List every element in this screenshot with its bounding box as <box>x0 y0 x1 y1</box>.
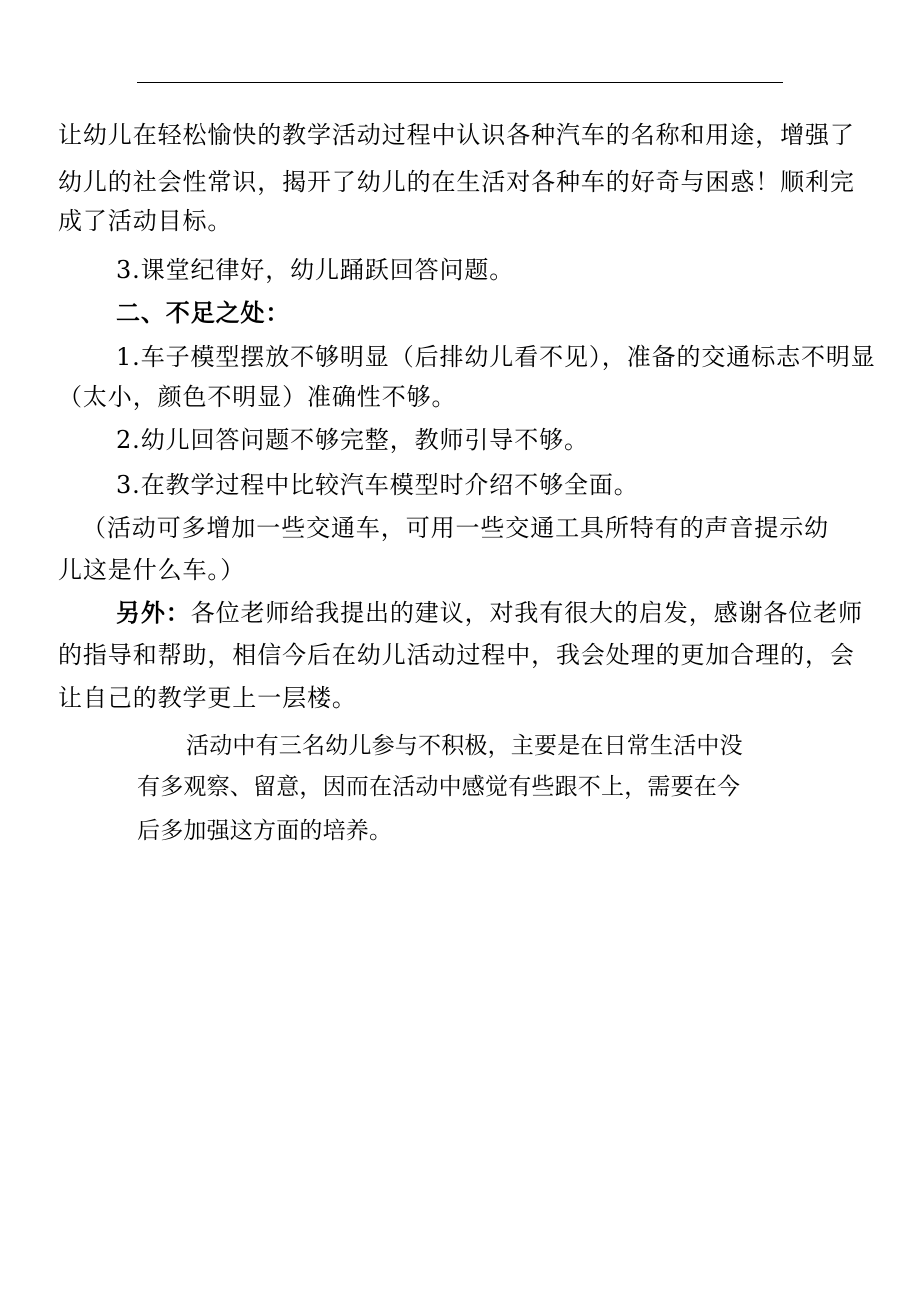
closing-line-2: 有多观察、留意，因而在活动中感觉有些跟不上，需要在今 <box>137 774 741 800</box>
body-line-2: 幼儿的社会性常识，揭开了幼儿的在生活对各种车的好奇与困惑！顺利完 <box>58 168 855 196</box>
body-line-4: 3.课堂纪律好，幼儿踊跃回答问题。 <box>116 256 515 284</box>
closing-line-3: 后多加强这方面的培养。 <box>137 818 393 844</box>
closing-line-1: 活动中有三名幼儿参与不积极，主要是在日常生活中没 <box>186 733 743 759</box>
note-line-2: 儿这是什么车。） <box>58 556 246 584</box>
list-item-1-cont: （太小，颜色不明显）准确性不够。 <box>58 383 457 411</box>
body-line-3: 成了活动目标。 <box>58 207 233 235</box>
remark-line-2: 的指导和帮助，相信今后在幼儿活动过程中，我会处理的更加合理的，会 <box>58 641 855 669</box>
list-item-2: 2.幼儿回答问题不够完整，教师引导不够。 <box>116 426 589 454</box>
header-rule <box>137 82 783 83</box>
list-item-1: 1.车子模型摆放不够明显（后排幼儿看不见），准备的交通标志不明显 <box>116 343 876 371</box>
remark-line-1 <box>116 598 863 628</box>
body-line-1: 让幼儿在轻松愉快的教学活动过程中认识各种汽车的名称和用途，增强了 <box>58 121 855 149</box>
list-item-3: 3.在教学过程中比较汽车模型时介绍不够全面。 <box>116 471 639 499</box>
note-line-1: （活动可多增加一些交通车，可用一些交通工具所特有的声音提示幼 <box>82 514 829 542</box>
remark-line-3: 让自己的教学更上一层楼。 <box>58 684 357 712</box>
section-heading: 二、不足之处： <box>116 298 291 327</box>
remark-label: 另外： <box>116 598 191 627</box>
remark-text: 各位老师给我提出的建议，对我有很大的启发，感谢各位老师 <box>190 599 864 627</box>
